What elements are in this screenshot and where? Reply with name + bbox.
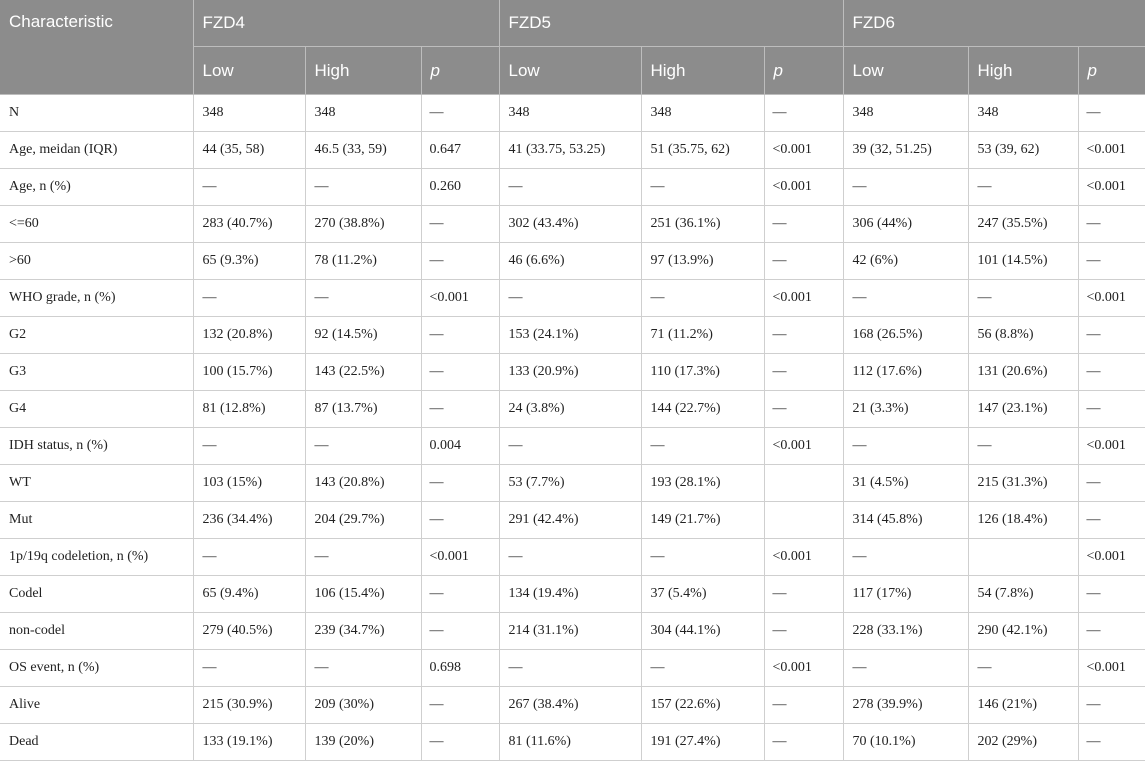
cell-fzd6-low: 117 (17%) [843,576,968,613]
cell-fzd5-p: — [764,687,843,724]
cell-fzd5-low: 134 (19.4%) [499,576,641,613]
table-row [0,280,1145,317]
cell-fzd6-low: 306 (44%) [843,206,968,243]
cell-fzd5-high: — [641,539,764,576]
cell-characteristic: Codel [0,576,193,613]
table-row [0,317,1145,354]
table-row [0,539,1145,576]
cell-fzd4-p: 0.698 [421,650,499,687]
cell-characteristic: WT [0,465,193,502]
cell-fzd5-low: 267 (38.4%) [499,687,641,724]
cell-fzd4-p: 0.647 [421,132,499,169]
cell-fzd5-p: — [764,243,843,280]
cell-fzd6-low: 39 (32, 51.25) [843,132,968,169]
cell-fzd4-high: 239 (34.7%) [305,613,421,650]
cell-fzd5-high: 193 (28.1%) [641,465,764,502]
cell-fzd6-p: — [1078,687,1145,724]
cell-fzd4-high: 106 (15.4%) [305,576,421,613]
table-row [0,243,1145,280]
cell-fzd5-p [764,465,843,502]
cell-fzd4-low: — [193,428,305,465]
cell-fzd6-p: <0.001 [1078,280,1145,317]
table-row [0,132,1145,169]
cell-fzd6-p: — [1078,243,1145,280]
cell-fzd6-low: — [843,650,968,687]
cell-fzd5-p: <0.001 [764,280,843,317]
cell-fzd6-p: — [1078,724,1145,761]
cell-characteristic: WHO grade, n (%) [0,280,193,317]
cell-fzd4-low: — [193,169,305,206]
cell-fzd4-high: — [305,650,421,687]
cell-fzd5-p: — [764,613,843,650]
cell-fzd4-high: 92 (14.5%) [305,317,421,354]
cell-fzd4-p: — [421,465,499,502]
header-fzd5-low: Low [499,47,641,95]
cell-fzd5-p [764,502,843,539]
cell-fzd6-p: <0.001 [1078,169,1145,206]
header-fzd6-high: High [968,47,1078,95]
cell-fzd5-low: 214 (31.1%) [499,613,641,650]
cell-fzd6-low: 168 (26.5%) [843,317,968,354]
cell-fzd6-p: — [1078,576,1145,613]
cell-fzd6-high: 54 (7.8%) [968,576,1078,613]
cell-characteristic: non-codel [0,613,193,650]
table-header [0,0,1145,95]
cell-fzd5-low: 24 (3.8%) [499,391,641,428]
cell-fzd4-p: <0.001 [421,539,499,576]
table-row [0,687,1145,724]
cell-fzd5-high: 251 (36.1%) [641,206,764,243]
cell-fzd5-p: <0.001 [764,428,843,465]
cell-fzd6-p: — [1078,206,1145,243]
cell-fzd5-p: — [764,317,843,354]
cell-fzd4-high: — [305,539,421,576]
cell-characteristic: G2 [0,317,193,354]
cell-fzd4-high: — [305,280,421,317]
cell-fzd4-low: 283 (40.7%) [193,206,305,243]
cell-fzd6-high: 247 (35.5%) [968,206,1078,243]
cell-fzd4-p: — [421,576,499,613]
cell-fzd4-p: — [421,95,499,132]
cell-fzd4-low: 236 (34.4%) [193,502,305,539]
cell-fzd5-low: — [499,280,641,317]
table-row [0,391,1145,428]
cell-fzd4-low: 65 (9.3%) [193,243,305,280]
cell-fzd5-low: 133 (20.9%) [499,354,641,391]
cell-fzd4-high: 143 (20.8%) [305,465,421,502]
cell-fzd6-low: — [843,169,968,206]
cell-fzd5-high: 348 [641,95,764,132]
cell-fzd5-high: 191 (27.4%) [641,724,764,761]
cell-fzd4-p: 0.260 [421,169,499,206]
table-row [0,354,1145,391]
cell-fzd6-p: — [1078,502,1145,539]
table-row [0,428,1145,465]
cell-fzd5-p: — [764,354,843,391]
cell-fzd6-low: — [843,280,968,317]
cell-fzd4-low: 348 [193,95,305,132]
cell-fzd5-low: — [499,650,641,687]
cell-fzd6-p: <0.001 [1078,539,1145,576]
cell-fzd4-high: 348 [305,95,421,132]
header-fzd5-p: p [764,47,843,95]
cell-fzd5-low: — [499,428,641,465]
cell-fzd5-low: — [499,539,641,576]
cell-fzd6-high: 146 (21%) [968,687,1078,724]
cell-fzd4-p: — [421,317,499,354]
cell-fzd5-p: <0.001 [764,169,843,206]
table-row [0,576,1145,613]
cell-fzd4-low: 100 (15.7%) [193,354,305,391]
header-group-fzd6: FZD6 [843,0,1145,47]
cell-fzd6-p: — [1078,465,1145,502]
cell-characteristic: Age, meidan (IQR) [0,132,193,169]
cell-fzd6-p: <0.001 [1078,650,1145,687]
cell-characteristic: G3 [0,354,193,391]
cell-fzd5-p: — [764,391,843,428]
cell-fzd6-low: — [843,428,968,465]
cell-fzd6-low: 70 (10.1%) [843,724,968,761]
cell-fzd4-low: 132 (20.8%) [193,317,305,354]
cell-fzd4-low: 44 (35, 58) [193,132,305,169]
cell-fzd5-p: — [764,576,843,613]
cell-fzd6-low: 348 [843,95,968,132]
cell-characteristic: >60 [0,243,193,280]
cell-characteristic: <=60 [0,206,193,243]
header-fzd4-high: High [305,47,421,95]
cell-fzd4-high: 46.5 (33, 59) [305,132,421,169]
table-row [0,465,1145,502]
cell-fzd4-high: — [305,428,421,465]
cell-fzd5-low: 348 [499,95,641,132]
cell-fzd5-high: 149 (21.7%) [641,502,764,539]
cell-fzd4-high: 270 (38.8%) [305,206,421,243]
cell-fzd5-p: — [764,206,843,243]
cell-fzd5-low: 46 (6.6%) [499,243,641,280]
cell-characteristic: IDH status, n (%) [0,428,193,465]
cell-fzd5-low: 291 (42.4%) [499,502,641,539]
cell-fzd6-high: — [968,280,1078,317]
cell-fzd5-p: — [764,724,843,761]
cell-fzd6-p: — [1078,391,1145,428]
cell-fzd6-p: — [1078,613,1145,650]
cell-fzd4-low: 215 (30.9%) [193,687,305,724]
cell-fzd5-high: 144 (22.7%) [641,391,764,428]
cell-fzd5-high: 37 (5.4%) [641,576,764,613]
header-fzd4-p: p [421,47,499,95]
cell-fzd4-p: <0.001 [421,280,499,317]
header-fzd5-high: High [641,47,764,95]
cell-fzd5-p: <0.001 [764,539,843,576]
cell-fzd4-p: — [421,502,499,539]
cell-fzd5-low: — [499,169,641,206]
table-row [0,650,1145,687]
cell-fzd4-p: — [421,687,499,724]
cell-fzd4-high: 209 (30%) [305,687,421,724]
header-group-fzd4: FZD4 [193,0,499,47]
cell-fzd4-p: — [421,354,499,391]
cell-characteristic: Age, n (%) [0,169,193,206]
cell-fzd6-p: — [1078,317,1145,354]
header-fzd6-low: Low [843,47,968,95]
cell-fzd6-low: — [843,539,968,576]
header-fzd6-p: p [1078,47,1145,95]
table-row [0,206,1145,243]
table-row [0,502,1145,539]
cell-fzd5-high: — [641,280,764,317]
cell-fzd5-high: 304 (44.1%) [641,613,764,650]
cell-fzd6-low: 278 (39.9%) [843,687,968,724]
cell-fzd6-low: 31 (4.5%) [843,465,968,502]
cell-fzd4-p: — [421,724,499,761]
table-body [0,95,1145,761]
cell-fzd6-p: <0.001 [1078,132,1145,169]
cell-fzd4-high: 204 (29.7%) [305,502,421,539]
cell-fzd4-high: 87 (13.7%) [305,391,421,428]
cell-fzd4-low: — [193,539,305,576]
cell-fzd5-high: — [641,650,764,687]
cell-fzd5-high: 71 (11.2%) [641,317,764,354]
cell-fzd6-p: — [1078,95,1145,132]
cell-fzd4-high: 143 (22.5%) [305,354,421,391]
cell-fzd6-high: 131 (20.6%) [968,354,1078,391]
cell-fzd4-low: 81 (12.8%) [193,391,305,428]
cell-fzd5-high: 110 (17.3%) [641,354,764,391]
cell-fzd6-low: 42 (6%) [843,243,968,280]
cell-fzd4-low: — [193,280,305,317]
cell-fzd6-high: 215 (31.3%) [968,465,1078,502]
cell-fzd6-low: 21 (3.3%) [843,391,968,428]
cell-characteristic: Mut [0,502,193,539]
cell-fzd4-high: 139 (20%) [305,724,421,761]
cell-fzd4-p: — [421,206,499,243]
cell-fzd5-high: 157 (22.6%) [641,687,764,724]
cell-fzd5-high: 51 (35.75, 62) [641,132,764,169]
table-row [0,169,1145,206]
cell-fzd6-low: 314 (45.8%) [843,502,968,539]
cell-characteristic: N [0,95,193,132]
cell-fzd5-low: 153 (24.1%) [499,317,641,354]
cell-fzd6-high: 147 (23.1%) [968,391,1078,428]
cell-fzd4-low: 279 (40.5%) [193,613,305,650]
cell-fzd4-p: 0.004 [421,428,499,465]
cell-fzd5-low: 53 (7.7%) [499,465,641,502]
cell-fzd6-high: 53 (39, 62) [968,132,1078,169]
cell-fzd6-high: — [968,650,1078,687]
header-characteristic: Characteristic [0,0,193,95]
cell-fzd6-low: 228 (33.1%) [843,613,968,650]
cell-fzd5-low: 41 (33.75, 53.25) [499,132,641,169]
cell-fzd4-p: — [421,391,499,428]
cell-fzd5-p: <0.001 [764,132,843,169]
table-row [0,613,1145,650]
cell-fzd4-high: 78 (11.2%) [305,243,421,280]
cell-characteristic: Alive [0,687,193,724]
cell-fzd5-low: 302 (43.4%) [499,206,641,243]
cell-fzd4-p: — [421,613,499,650]
cell-fzd6-high: — [968,428,1078,465]
cell-fzd5-high: — [641,428,764,465]
cell-fzd5-high: 97 (13.9%) [641,243,764,280]
cell-fzd6-high: 202 (29%) [968,724,1078,761]
cell-characteristic: OS event, n (%) [0,650,193,687]
cell-characteristic: 1p/19q codeletion, n (%) [0,539,193,576]
cell-fzd6-high [968,539,1078,576]
cell-fzd6-high: 101 (14.5%) [968,243,1078,280]
cell-fzd6-high: — [968,169,1078,206]
cell-fzd6-p: — [1078,354,1145,391]
cell-characteristic: G4 [0,391,193,428]
cell-fzd4-low: 133 (19.1%) [193,724,305,761]
header-group-fzd5: FZD5 [499,0,843,47]
cell-fzd6-high: 348 [968,95,1078,132]
table-row [0,95,1145,132]
cell-fzd6-low: 112 (17.6%) [843,354,968,391]
cell-fzd5-low: 81 (11.6%) [499,724,641,761]
table-row [0,724,1145,761]
cell-fzd4-low: 65 (9.4%) [193,576,305,613]
cell-fzd5-high: — [641,169,764,206]
cell-fzd6-high: 56 (8.8%) [968,317,1078,354]
cell-fzd6-high: 290 (42.1%) [968,613,1078,650]
header-fzd4-low: Low [193,47,305,95]
cell-fzd4-p: — [421,243,499,280]
cell-fzd6-p: <0.001 [1078,428,1145,465]
cell-fzd5-p: — [764,95,843,132]
cell-fzd4-high: — [305,169,421,206]
cell-fzd4-low: 103 (15%) [193,465,305,502]
cell-fzd6-high: 126 (18.4%) [968,502,1078,539]
cell-fzd4-low: — [193,650,305,687]
cell-fzd5-p: <0.001 [764,650,843,687]
cell-characteristic: Dead [0,724,193,761]
